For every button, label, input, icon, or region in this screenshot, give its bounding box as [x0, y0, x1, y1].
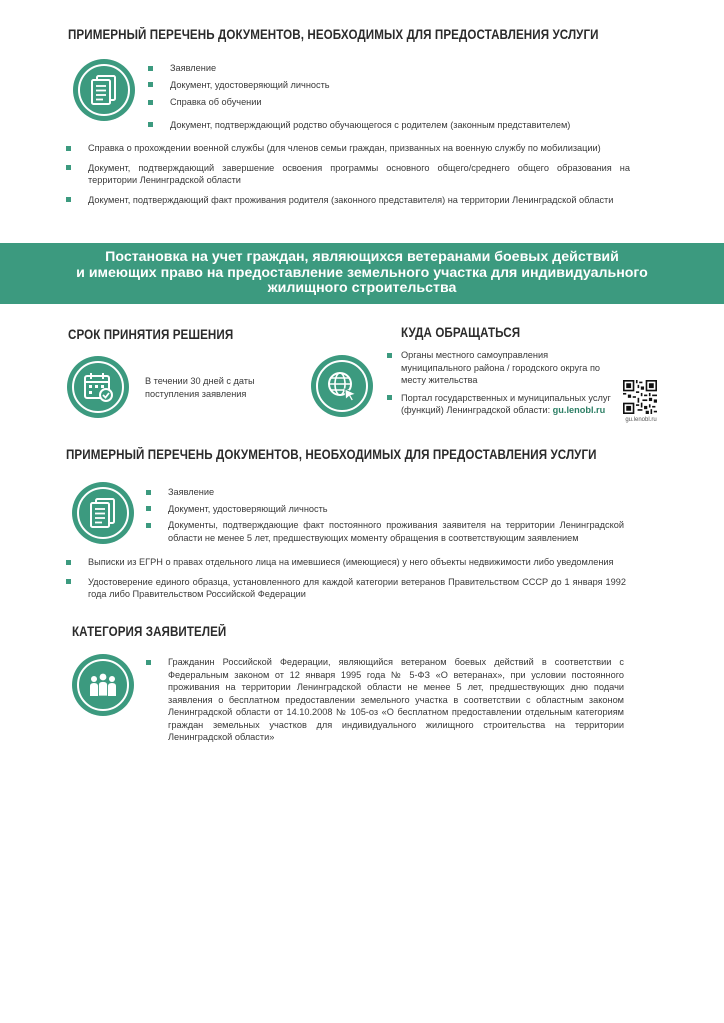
decision-heading: СРОК ПРИНЯТИЯ РЕШЕНИЯ: [68, 327, 234, 342]
decision-term-line-2: поступления заявления: [145, 388, 247, 399]
list-item: Документ, подтверждающий факт проживания родителя (законного представителя) на территории Ленинградской области: [66, 194, 630, 207]
applicants-list: [146, 656, 624, 744]
list-item: Гражданин Российской Федерации, являющийся ветераном боевых действий в соответствии с Федеральным законом от 12 января 1995 года № 5-ФЗ «О ветеранах», при условии постоянного проживания на территории Ленинградской области не менее 5 лет, предшествующих дню подачи заявления о бесплатном предоставлении земельного участка в соответствии с областным законом Ленинградской области от 14.10.2008 № 105-оз «О бесплатном предоставлении отдельным категориям граждан земельных участков для индивидуального жилищного строительства на территории Ленинградской области»: [146, 656, 624, 744]
documents-icon-circle-2: [72, 482, 134, 544]
list-item: [387, 349, 612, 387]
people-icon-circle: [72, 654, 134, 716]
list-item: Документ, удостоверяющий личность: [148, 79, 608, 92]
list-item: Заявление: [146, 486, 624, 499]
section2-list: [66, 556, 626, 601]
where-item-2-text: Портал государственных и муниципальных услуг (функций) Ленинградской области:: [401, 392, 611, 415]
people-group-icon: [86, 668, 120, 702]
applicants-heading: КАТЕГОРИЯ ЗАЯВИТЕЛЕЙ: [72, 624, 227, 639]
section1-icon-list: [148, 62, 608, 131]
list-item: Заявление: [148, 62, 608, 75]
where-heading: КУДА ОБРАЩАТЬСЯ: [401, 325, 521, 340]
where-item-1-text: Органы местного самоуправления муниципального района / городского округа по месту жительства: [401, 350, 601, 385]
list-item: Выписки из ЕГРН о правах отдельного лица на имевшиеся (имеющиеся) у него объекты недвижимости либо уведомления: [66, 556, 626, 569]
list-item: Документ, подтверждающий родство обучающегося с родителем (законным представителем): [148, 119, 608, 132]
calendar-icon-circle: [67, 356, 129, 418]
documents-icon: [86, 496, 120, 530]
list-item: Документ, подтверждающий завершение освоения программы основного общего/среднего общего образования на территории Ленинградской области: [66, 162, 630, 187]
section1-list: [66, 142, 630, 206]
decision-term-line-1: В течении 30 дней с даты: [145, 376, 255, 386]
web-icon-circle: [311, 355, 373, 417]
banner-line-1: Постановка на учет граждан, являющихся ветеранами боевых действий: [105, 249, 619, 265]
section2-heading: ПРИМЕРНЫЙ ПЕРЕЧЕНЬ ДОКУМЕНТОВ, НЕОБХОДИМЫХ ДЛЯ ПРЕДОСТАВЛЕНИЯ УСЛУГИ: [66, 447, 597, 462]
list-item: Справка об обучении: [148, 96, 608, 109]
banner-line-3: жилищного строительства: [267, 280, 457, 296]
list-item: [387, 392, 612, 417]
section1-heading: ПРИМЕРНЫЙ ПЕРЕЧЕНЬ ДОКУМЕНТОВ, НЕОБХОДИМЫХ ДЛЯ ПРЕДОСТАВЛЕНИЯ УСЛУГИ: [68, 27, 599, 42]
list-item: Документы, подтверждающие факт постоянного проживания заявителя на территории Ленинградской области не менее 5 лет, предшествующих моменту обращения в соответствующим заявлением: [146, 519, 624, 544]
section2-icon-list: [146, 486, 624, 544]
qr-code: [623, 380, 657, 414]
documents-icon-circle: [73, 59, 135, 121]
list-item: Документ, удостоверяющий личность: [146, 503, 624, 516]
list-item: Справка о прохождении военной службы (для членов семьи граждан, призванных на военную службу по мобилизации): [66, 142, 630, 155]
where-list: [387, 349, 612, 417]
calendar-icon: [81, 370, 115, 404]
banner-line-2: и имеющих право на предоставление земельного участка для индивидуального: [76, 264, 648, 281]
service-title-banner: [0, 243, 724, 304]
portal-link[interactable]: gu.lenobl.ru: [552, 405, 606, 415]
decision-term-text: [145, 375, 295, 400]
documents-icon: [87, 73, 121, 107]
list-item: Удостоверение единого образца, установленного для каждой категории ветеранов Правительством СССР до 1 января 1992 года либо Правительством Российской Федерации: [66, 576, 626, 601]
qr-caption: gu.lenobl.ru: [625, 417, 657, 423]
globe-cursor-icon: [325, 369, 359, 403]
